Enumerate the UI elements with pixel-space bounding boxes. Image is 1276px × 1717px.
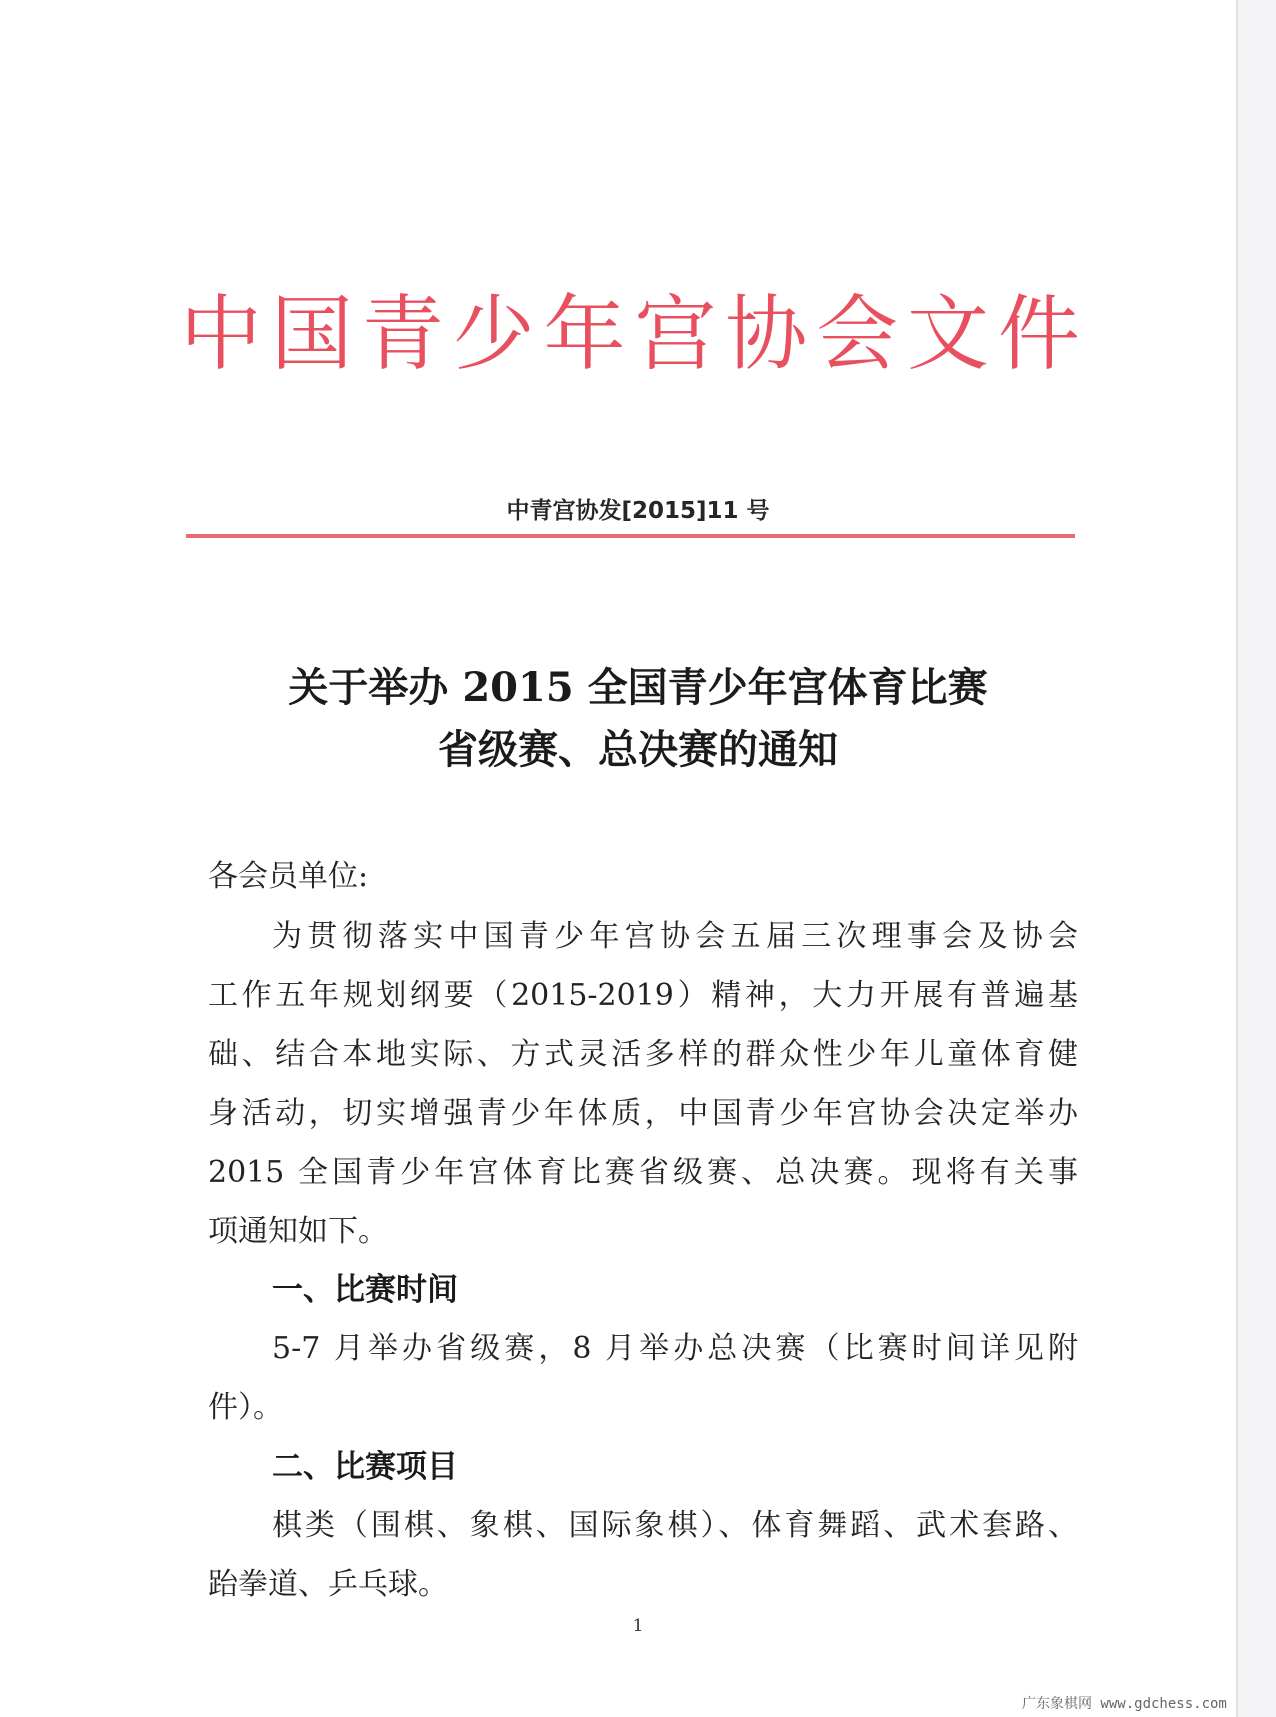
letterhead-title: [180, 275, 1080, 395]
paragraph-line: 2015 全国青少年宫体育比赛省级赛、总决赛。现将有关事: [208, 1155, 1078, 1190]
paragraph-line: 身活动，切实增强青少年体质，中国青少年宫协会决定举办: [208, 1096, 1078, 1131]
paragraph-line: 棋类（围棋、象棋、国际象棋）、体育舞蹈、武术套路、: [272, 1508, 1078, 1543]
site-watermark: 广东象棋网 www.gdchess.com: [1022, 1696, 1227, 1712]
notice-title-line-2: 省级赛、总决赛的通知: [438, 726, 838, 773]
letterhead-char: 年: [543, 287, 626, 382]
paragraph-line: 跆拳道、乒乓球。: [208, 1567, 448, 1602]
letterhead-char: 会: [816, 287, 899, 382]
scan-edge: [1238, 0, 1276, 1717]
red-divider: [186, 534, 1075, 538]
section-heading-time: 一、比赛时间: [272, 1272, 458, 1308]
letterhead-char: 少: [452, 287, 535, 382]
notice-title-line-1: 关于举办 2015 全国青少年宫体育比赛: [288, 664, 988, 711]
paragraph-line: 工作五年规划纲要（2015-2019）精神，大力开展有普遍基: [208, 978, 1078, 1013]
document-number: 中青宫协发[2015]11 号: [506, 498, 770, 524]
letterhead-char: 宫: [634, 287, 717, 382]
letterhead-char: 青: [361, 287, 444, 382]
page-number: 1: [632, 1616, 644, 1636]
paragraph-line: 件）。: [208, 1390, 283, 1425]
paragraph-line: 项通知如下。: [208, 1214, 388, 1249]
letterhead-char: 中: [180, 287, 263, 382]
salutation: 各会员单位:: [208, 859, 369, 894]
paragraph-line: 5-7 月举办省级赛，8 月举办总决赛（比赛时间详见附: [272, 1331, 1078, 1366]
letterhead-char: 件: [997, 287, 1080, 382]
letterhead-char: 国: [270, 287, 353, 382]
letterhead-char: 协: [725, 287, 808, 382]
paragraph-line: 为贯彻落实中国青少年宫协会五届三次理事会及协会: [272, 919, 1078, 954]
section-heading-events: 二、比赛项目: [272, 1449, 458, 1485]
paragraph-line: 础、结合本地实际、方式灵活多样的群众性少年儿童体育健: [208, 1037, 1078, 1072]
letterhead-char: 文: [907, 287, 990, 382]
